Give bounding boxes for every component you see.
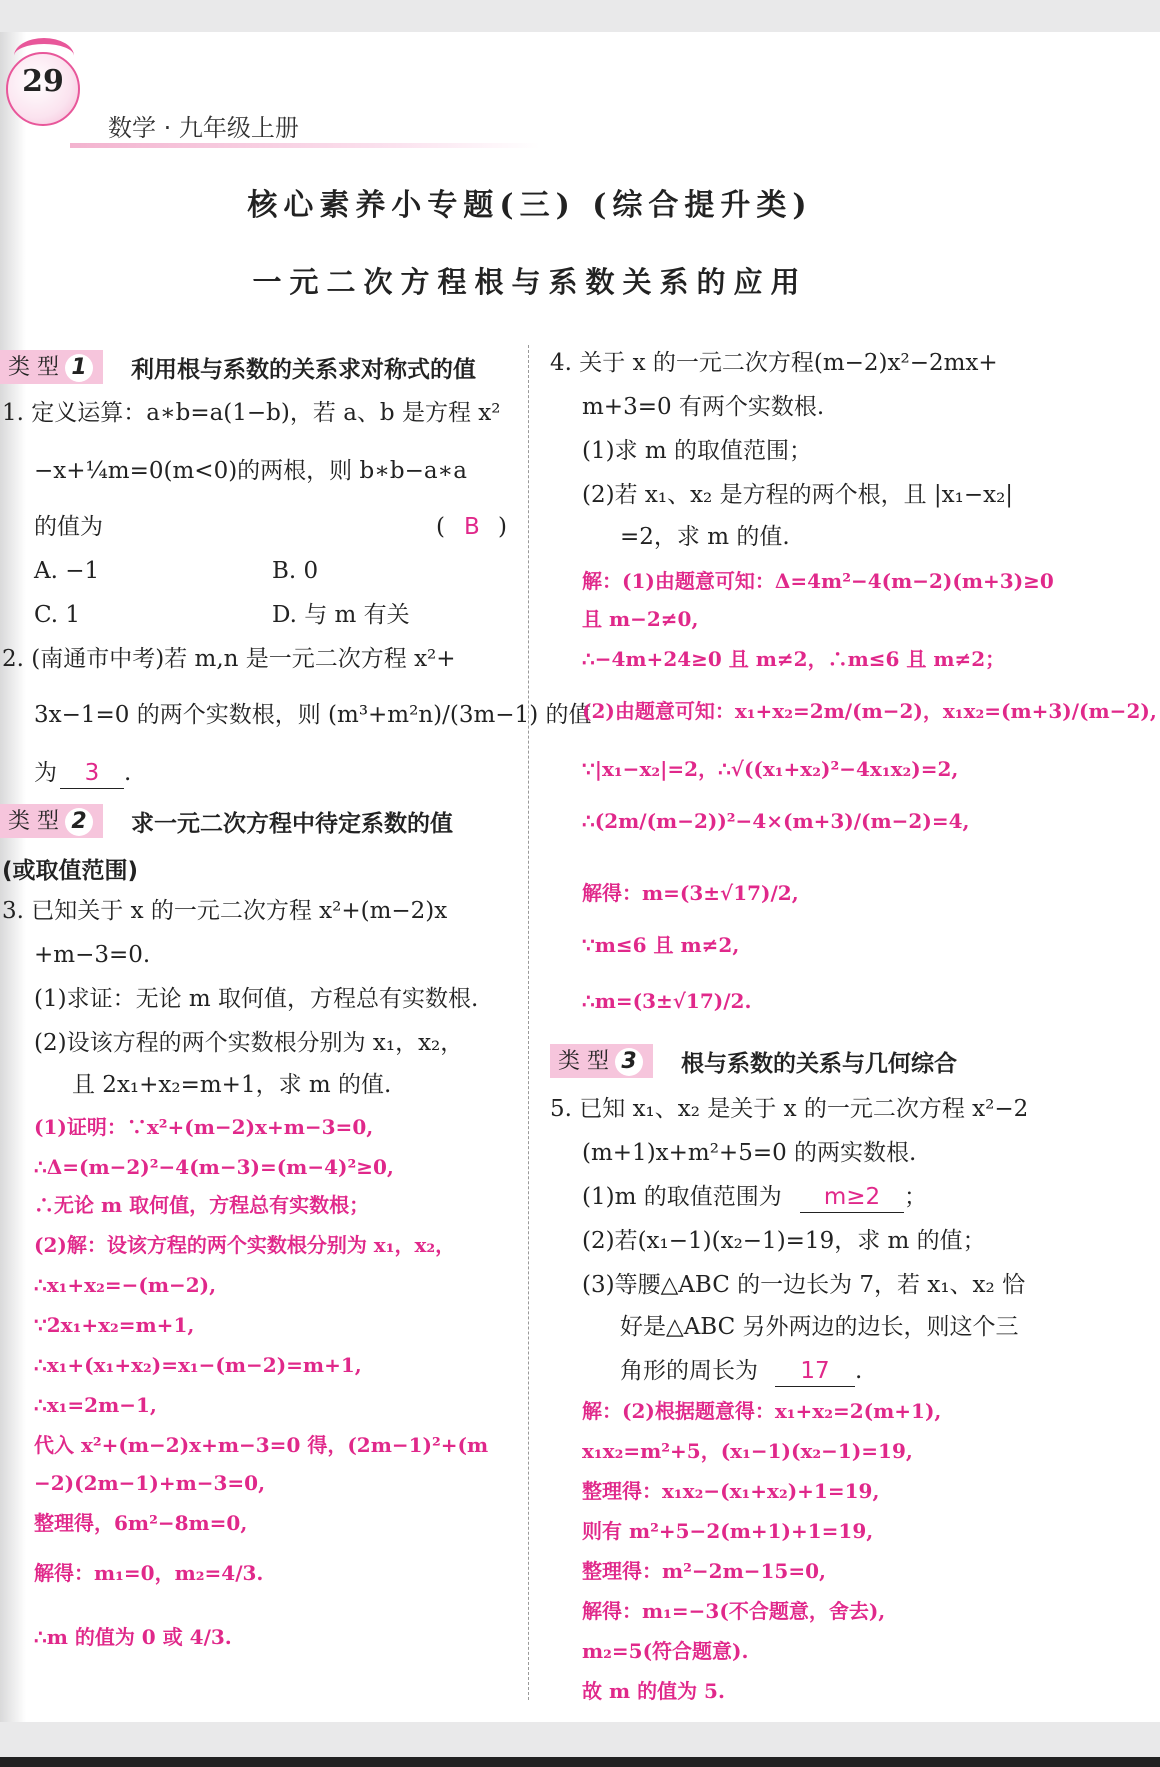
q4-solution-line-1: 解：(1)由题意可知：Δ=4m²−4(m−2)(m+3)≥0 — [582, 569, 1054, 593]
q3-solution-line-8: ∴x₁=2m−1, — [34, 1393, 157, 1417]
q5-solution-line-3: 整理得：x₁x₂−(x₁+x₂)+1=19, — [582, 1479, 880, 1503]
q1-option-c: C. 1 — [34, 602, 81, 628]
section-header-type-1 — [0, 350, 476, 384]
section-tag — [550, 1044, 653, 1078]
q4-line-5: =2，求 m 的值. — [620, 524, 790, 550]
q2-line-3: 为 — [34, 760, 57, 786]
q5-line-6: 好是△ABC 另外两边的边长，则这个三 — [620, 1314, 1019, 1340]
section-title: 求一元二次方程中待定系数的值 — [131, 810, 453, 837]
q3-solution-line-12: 解得：m₁=0，m₂=4/3. — [34, 1561, 264, 1585]
q5-solution-line-8: 故 m 的值为 5. — [582, 1679, 725, 1703]
q4-solution-line-3: ∴−4m+24≥0 且 m≠2，∴m≤6 且 m≠2； — [582, 647, 1006, 671]
q2-line-1: 2. (南通市中考)若 m,n 是一元二次方程 x²+ — [2, 646, 456, 672]
q5-line-1: 5. 已知 x₁、x₂ 是关于 x 的一元二次方程 x²−2 — [550, 1096, 1029, 1122]
q4-solution-line-5: ∵|x₁−x₂|=2，∴√((x₁+x₂)²−4x₁x₂)=2, — [582, 757, 959, 781]
q4-solution-line-6: ∴(2m/(m−2))²−4×(m+3)/(m−2)=4, — [582, 809, 970, 833]
topic-title: 核心素养小专题(三) (综合提升类) — [247, 188, 813, 223]
q5-solution-line-7: m₂=5(符合题意). — [582, 1639, 749, 1663]
section-tag-label: 类 型 — [8, 355, 59, 380]
q5-answer-3-blank: 17 . — [775, 1356, 862, 1387]
topic-subtitle: 一元二次方程根与系数关系的应用 — [252, 265, 808, 299]
q5-line-3: (1)m 的取值范围为 — [582, 1184, 782, 1210]
header-rule — [70, 143, 540, 148]
q4-solution-line-9: ∴m=(3±√17)/2. — [582, 989, 752, 1013]
q3-line-3: (1)求证：无论 m 取何值，方程总有实数根. — [34, 986, 479, 1012]
q5-solution-line-6: 解得：m₁=−3(不合题意，舍去), — [582, 1599, 886, 1623]
section-tag-label: 类 型 — [558, 1049, 609, 1074]
q5-solution-line-2: x₁x₂=m²+5，(x₁−1)(x₂−1)=19, — [582, 1439, 913, 1463]
q3-solution-line-10: −2)(2m−1)+m−3=0, — [34, 1471, 266, 1495]
section-tag-number: 1 — [65, 354, 93, 382]
q1-line-1: 1. 定义运算：a∗b=a(1−b)，若 a、b 是方程 x² — [2, 400, 501, 426]
q1-option-a: A. −1 — [34, 558, 100, 584]
q3-solution-line-11: 整理得，6m²−8m=0, — [34, 1511, 248, 1535]
section-title: 利用根与系数的关系求对称式的值 — [131, 356, 476, 383]
q3-solution-line-3: ∴无论 m 取何值，方程总有实数根； — [34, 1193, 370, 1217]
section-tag — [0, 804, 103, 838]
section-tag-number: 2 — [65, 808, 93, 836]
q5-line-4: (2)若(x₁−1)(x₂−1)=19，求 m 的值； — [582, 1228, 986, 1254]
q3-line-2: +m−3=0. — [34, 942, 151, 968]
q3-solution-line-5: ∴x₁+x₂=−(m−2), — [34, 1273, 217, 1297]
q2-line-2: 3x−1=0 的两个实数根，则 (m³+m²n)/(3m−1) 的值 — [34, 702, 592, 728]
q1-bracket-open: ( — [436, 514, 445, 540]
q5-solution-line-4: 则有 m²+5−2(m+1)+1=19, — [582, 1519, 874, 1543]
q1-answer: B — [464, 514, 480, 540]
q3-solution-line-9: 代入 x²+(m−2)x+m−3=0 得，(2m−1)²+(m — [34, 1433, 489, 1457]
q4-solution-line-7: 解得：m=(3±√17)/2, — [582, 881, 799, 905]
section-header-type-2 — [0, 804, 453, 838]
section-tag-number: 3 — [615, 1048, 643, 1076]
q4-solution-line-8: ∵m≤6 且 m≠2, — [582, 933, 740, 957]
q1-line-2: −x+¼m=0(m<0)的两根，则 b∗b−a∗a — [34, 458, 467, 484]
bottom-edge — [0, 1757, 1160, 1767]
q4-line-1: 4. 关于 x 的一元二次方程(m−2)x²−2mx+ — [550, 350, 998, 376]
column-divider — [528, 345, 529, 1700]
q3-line-5: 且 2x₁+x₂=m+1，求 m 的值. — [72, 1072, 392, 1098]
q5-answer-1: m≥2 — [800, 1182, 904, 1213]
q4-line-4: (2)若 x₁、x₂ 是方程的两个根，且 |x₁−x₂| — [582, 482, 1014, 508]
q3-solution-line-2: ∴Δ=(m−2)²−4(m−3)=(m−4)²≥0, — [34, 1155, 394, 1179]
q1-option-b: B. 0 — [272, 558, 319, 584]
q4-solution-line-2: 且 m−2≠0, — [582, 607, 699, 631]
q5-solution-line-5: 整理得：m²−2m−15=0, — [582, 1559, 826, 1583]
q5-line-5: (3)等腰△ABC 的一边长为 7，若 x₁、x₂ 恰 — [582, 1272, 1026, 1298]
q2-answer: 3 — [60, 758, 124, 789]
q3-line-4: (2)设该方程的两个实数根分别为 x₁，x₂， — [34, 1030, 464, 1056]
q3-solution-line-4: (2)解：设该方程的两个实数根分别为 x₁，x₂， — [34, 1233, 456, 1257]
q3-solution-line-13: ∴m 的值为 0 或 4/3. — [34, 1625, 232, 1649]
q3-solution-line-6: ∵2x₁+x₂=m+1, — [34, 1313, 195, 1337]
q4-line-2: m+3=0 有两个实数根. — [582, 394, 825, 420]
q3-line-1: 3. 已知关于 x 的一元二次方程 x²+(m−2)x — [2, 898, 448, 924]
q1-line-3: 的值为 — [34, 514, 103, 540]
book-title: 数学 · 九年级上册 — [108, 114, 299, 142]
q5-answer-1-blank: m≥2 ； — [800, 1182, 927, 1213]
q1-option-d: D. 与 m 有关 — [272, 602, 410, 628]
section-header-type-3 — [550, 1044, 957, 1078]
q5-line-2: (m+1)x+m²+5=0 的两实数根. — [582, 1140, 917, 1166]
q2-answer-blank: 3 . — [60, 758, 131, 789]
q5-solution-line-1: 解：(2)根据题意得：x₁+x₂=2(m+1), — [582, 1399, 942, 1423]
q4-line-3: (1)求 m 的取值范围； — [582, 438, 813, 464]
q4-solution-line-4: (2)由题意可知：x₁+x₂=2m/(m−2)，x₁x₂=(m+3)/(m−2), — [582, 699, 1157, 723]
q5-line-7: 角形的周长为 — [620, 1358, 758, 1384]
page-number: 29 — [22, 64, 64, 99]
section-title: 根与系数的关系与几何综合 — [681, 1050, 957, 1077]
q5-answer-3: 17 — [775, 1356, 855, 1387]
q1-bracket-close: ) — [498, 514, 507, 540]
q3-solution-line-7: ∴x₁+(x₁+x₂)=x₁−(m−2)=m+1, — [34, 1353, 362, 1377]
q3-solution-line-1: (1)证明：∵x²+(m−2)x+m−3=0, — [34, 1115, 374, 1139]
section-tag — [0, 350, 103, 384]
section-title-continued: (或取值范围) — [2, 858, 139, 884]
section-tag-label: 类 型 — [8, 809, 59, 834]
